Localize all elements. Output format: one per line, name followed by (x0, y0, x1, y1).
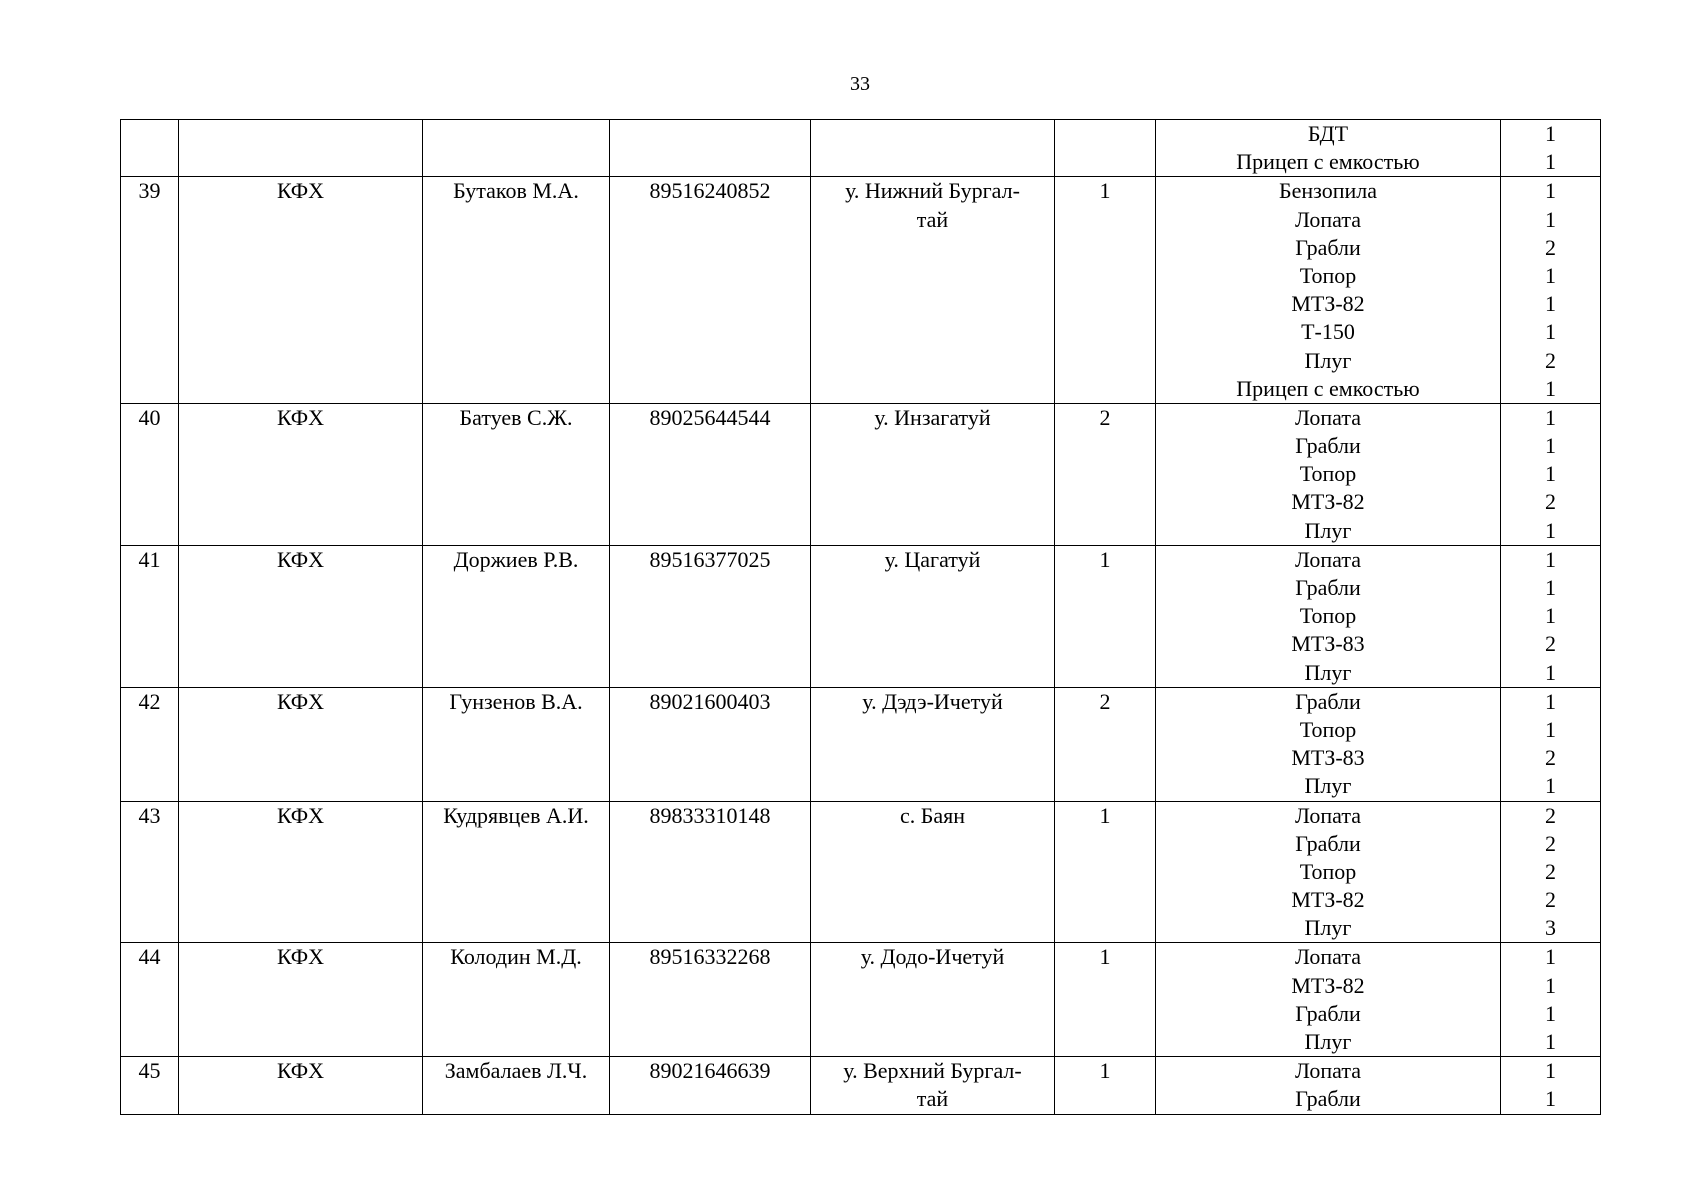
phone-cell: 89833310148 (610, 801, 811, 943)
owner-name-cell: Колодин М.Д. (423, 943, 610, 1057)
row-number-cell: 44 (121, 943, 179, 1057)
equipment-quantity: 2 (1545, 347, 1556, 373)
quantity-cell (1501, 1057, 1601, 1114)
equipment-name: МТЗ-82 (1291, 972, 1365, 998)
equipment-name: Топор (1299, 603, 1357, 629)
farm-type-cell: КФХ (179, 403, 423, 545)
equipment-quantity: 1 (1545, 404, 1556, 430)
phone-cell: 89516332268 (610, 943, 811, 1057)
equipment-cell (1156, 1057, 1501, 1114)
equipment-name: Прицеп с емкостью (1236, 149, 1420, 175)
equipment-name: БДТ (1307, 121, 1349, 146)
table-row (121, 943, 1601, 1057)
equipment-name: Плуг (1304, 659, 1352, 685)
equipment-quantity: 1 (1545, 461, 1556, 487)
quantity-cell (1501, 403, 1601, 545)
quantity-cell (1501, 687, 1601, 801)
equipment-name: Прицеп с емкостью (1236, 375, 1420, 401)
equipment-cell (1156, 687, 1501, 801)
equipment-quantity: 1 (1545, 375, 1556, 401)
count-cell: 1 (1055, 801, 1156, 943)
table-body (121, 120, 1601, 1115)
equipment-name: Грабли (1295, 830, 1361, 856)
equipment-name: Лопата (1295, 206, 1361, 232)
equipment-name: Топор (1299, 716, 1357, 742)
equipment-name: Топор (1299, 262, 1357, 288)
equipment-name: Топор (1299, 858, 1357, 884)
location-cell (811, 545, 1055, 687)
quantity-cell (1501, 120, 1601, 177)
equipment-name: Лопата (1295, 944, 1361, 970)
quantity-cell (1501, 943, 1601, 1057)
equipment-name: Грабли (1295, 688, 1361, 714)
equipment-cell (1156, 545, 1501, 687)
equipment-name: Грабли (1295, 1086, 1361, 1112)
location-cell (811, 120, 1055, 177)
equipment-name: Т-150 (1301, 319, 1355, 345)
equipment-quantity: 2 (1545, 802, 1556, 828)
equipment-name: МТЗ-83 (1291, 631, 1365, 657)
location-line: с. Баян (899, 802, 966, 828)
count-cell: 1 (1055, 545, 1156, 687)
location-cell (811, 801, 1055, 943)
equipment-quantity: 2 (1545, 631, 1556, 657)
equipment-name: Топор (1299, 461, 1357, 487)
location-cell (811, 687, 1055, 801)
equipment-name: Лопата (1295, 1058, 1361, 1084)
equipment-cell (1156, 177, 1501, 404)
phone-cell: 89025644544 (610, 403, 811, 545)
owner-name-cell: Бутаков М.А. (423, 177, 610, 404)
location-line: у. Дэдэ-Ичетуй (862, 688, 1003, 714)
equipment-name: Плуг (1304, 517, 1352, 543)
equipment-name: МТЗ-82 (1291, 489, 1365, 515)
equipment-name: МТЗ-83 (1291, 745, 1365, 771)
location-line: у. Инзагатуй (874, 404, 991, 430)
location-line: у. Нижний Бургал- (845, 178, 1020, 204)
equipment-quantity: 1 (1545, 688, 1556, 714)
location-line: у. Верхний Бургал- (843, 1058, 1022, 1084)
count-cell (1055, 120, 1156, 177)
table-row (121, 1057, 1601, 1114)
equipment-name: Грабли (1295, 575, 1361, 600)
phone-cell: 89516377025 (610, 545, 811, 687)
row-number-cell: 42 (121, 687, 179, 801)
owner-name-cell: Кудрявцев А.И. (423, 801, 610, 943)
equipment-quantity: 1 (1545, 149, 1556, 175)
quantity-cell (1501, 801, 1601, 943)
equipment-quantity: 1 (1545, 517, 1556, 543)
equipment-cell (1156, 801, 1501, 943)
equipment-quantity: 1 (1545, 603, 1556, 629)
location-cell (811, 403, 1055, 545)
row-number-cell: 41 (121, 545, 179, 687)
location-cell (811, 1057, 1055, 1114)
equipment-name: Бензопила (1278, 178, 1378, 204)
equipment-quantity: 2 (1545, 887, 1556, 913)
location-line: тай (916, 206, 949, 232)
quantity-cell (1501, 177, 1601, 404)
location-line: у. Цагатуй (884, 546, 981, 572)
equipment-name: Грабли (1295, 234, 1361, 260)
equipment-quantity: 2 (1545, 489, 1556, 515)
equipment-quantity: 1 (1545, 178, 1556, 204)
equipment-quantity: 1 (1545, 546, 1556, 572)
equipment-quantity: 1 (1545, 1086, 1556, 1112)
count-cell: 2 (1055, 403, 1156, 545)
equipment-quantity: 1 (1545, 716, 1556, 742)
table-row (121, 801, 1601, 943)
farms-equipment-table (120, 119, 1601, 1115)
equipment-quantity: 2 (1545, 745, 1556, 771)
location-line: у. Додо-Ичетуй (860, 944, 1005, 970)
equipment-quantity: 1 (1545, 1058, 1556, 1084)
phone-cell: 89516240852 (610, 177, 811, 404)
phone-cell: 89021600403 (610, 687, 811, 801)
equipment-name: Лопата (1295, 802, 1361, 828)
farm-type-cell: КФХ (179, 545, 423, 687)
equipment-quantity: 1 (1545, 262, 1556, 288)
equipment-quantity: 1 (1545, 121, 1556, 146)
location-line: тай (916, 1086, 949, 1112)
equipment-quantity: 1 (1545, 433, 1556, 459)
equipment-quantity: 2 (1545, 234, 1556, 260)
count-cell: 2 (1055, 687, 1156, 801)
equipment-cell (1156, 943, 1501, 1057)
equipment-quantity: 1 (1545, 972, 1556, 998)
equipment-quantity: 1 (1545, 1029, 1556, 1054)
row-number-cell: 39 (121, 177, 179, 404)
equipment-name: Плуг (1304, 915, 1352, 941)
page-number: 33 (850, 73, 870, 95)
equipment-quantity: 1 (1545, 575, 1556, 600)
equipment-name: МТЗ-82 (1291, 291, 1365, 317)
equipment-name: Грабли (1295, 433, 1361, 459)
equipment-cell (1156, 403, 1501, 545)
farm-type-cell: КФХ (179, 177, 423, 404)
equipment-quantity: 1 (1545, 206, 1556, 232)
equipment-quantity: 2 (1545, 830, 1556, 856)
quantity-cell (1501, 545, 1601, 687)
equipment-name: Плуг (1304, 347, 1352, 373)
equipment-quantity: 1 (1545, 1000, 1556, 1026)
equipment-name: Грабли (1295, 1000, 1361, 1026)
count-cell: 1 (1055, 1057, 1156, 1114)
farm-type-cell: КФХ (179, 801, 423, 943)
table-row (121, 687, 1601, 801)
equipment-name: Плуг (1304, 773, 1352, 799)
equipment-quantity: 1 (1545, 291, 1556, 317)
equipment-quantity: 1 (1545, 319, 1556, 345)
equipment-quantity: 1 (1545, 773, 1556, 799)
equipment-cell (1156, 120, 1501, 177)
farm-type-cell (179, 120, 423, 177)
owner-name-cell: Замбалаев Л.Ч. (423, 1057, 610, 1114)
equipment-name: МТЗ-82 (1291, 887, 1365, 913)
equipment-name: Лопата (1295, 404, 1361, 430)
row-number-cell: 40 (121, 403, 179, 545)
owner-name-cell (423, 120, 610, 177)
table-row (121, 545, 1601, 687)
equipment-quantity: 2 (1545, 858, 1556, 884)
phone-cell (610, 120, 811, 177)
owner-name-cell: Доржиев Р.В. (423, 545, 610, 687)
row-number-cell: 45 (121, 1057, 179, 1114)
owner-name-cell: Батуев С.Ж. (423, 403, 610, 545)
equipment-quantity: 3 (1545, 915, 1556, 941)
equipment-quantity: 1 (1545, 659, 1556, 685)
table-row (121, 177, 1601, 404)
equipment-quantity: 1 (1545, 944, 1556, 970)
owner-name-cell: Гунзенов В.А. (423, 687, 610, 801)
farm-type-cell: КФХ (179, 943, 423, 1057)
location-cell (811, 177, 1055, 404)
farm-type-cell: КФХ (179, 687, 423, 801)
row-number-cell: 43 (121, 801, 179, 943)
table-row (121, 120, 1601, 177)
equipment-name: Лопата (1295, 546, 1361, 572)
equipment-name: Плуг (1304, 1029, 1352, 1054)
farm-type-cell: КФХ (179, 1057, 423, 1114)
count-cell: 1 (1055, 177, 1156, 404)
phone-cell: 89021646639 (610, 1057, 811, 1114)
count-cell: 1 (1055, 943, 1156, 1057)
location-cell (811, 943, 1055, 1057)
row-number-cell (121, 120, 179, 177)
table-row (121, 403, 1601, 545)
